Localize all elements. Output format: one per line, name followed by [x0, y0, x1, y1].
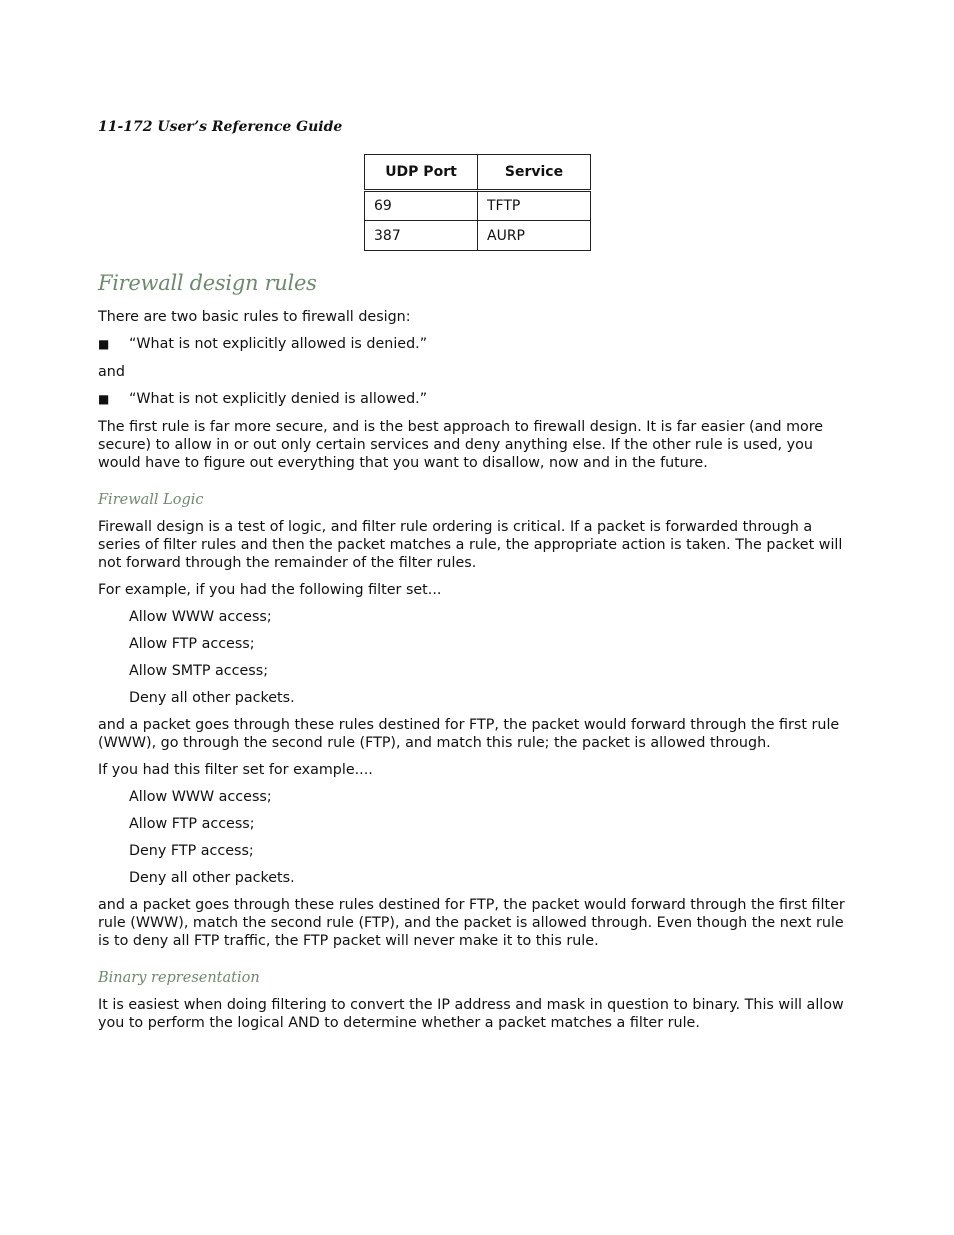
section-title: Firewall design rules [98, 271, 317, 295]
table-header-port: UDP Port [365, 155, 478, 191]
filter-rule: Allow FTP access; [129, 636, 255, 652]
table-row [365, 191, 591, 221]
bullet-text: “What is not explicitly denied is allowed.” [129, 391, 428, 407]
filter-rule: Allow SMTP access; [129, 663, 269, 679]
body-paragraph: and a packet goes through these rules destined for FTP, the packet would forward through the first rule (WWW), go through the second rule (FTP), and match this rule; the packet is allowed through. [98, 717, 840, 751]
page-header: 11-172 User’s Reference Guide [98, 119, 343, 135]
table-row [365, 221, 591, 251]
filter-rule: Deny all other packets. [129, 690, 295, 706]
table-cell-port: 387 [365, 221, 478, 251]
body-paragraph: and a packet goes through these rules destined for FTP, the packet would forward through the first filter rule (WWW), match the second rule (FTP), and the packet is allowed through. Even though the next rule is to deny all FTP traffic, the FTP packet will never make it to this rule. [98, 897, 845, 949]
table-header-service: Service [478, 155, 591, 191]
bullet-text: “What is not explicitly allowed is denied.” [129, 336, 428, 352]
table-cell-service: AURP [478, 221, 591, 251]
bullet-item [98, 335, 858, 353]
body-paragraph: It is easiest when doing filtering to convert the IP address and mask in question to binary. This will allow you to perform the logical AND to determine whether a packet matches a filter rule. [98, 997, 844, 1031]
body-paragraph: For example, if you had the following filter set... [98, 582, 442, 598]
filter-rule: Allow FTP access; [129, 816, 255, 832]
body-paragraph: The first rule is far more secure, and is the best approach to firewall design. It is far easier (and more secure) to allow in or out only certain services and deny anything else. If the other rule is used, you would have to figure out everything that you want to disallow, now and in the future. [98, 419, 824, 471]
udp-port-table [364, 154, 591, 251]
body-paragraph: If you had this filter set for example.... [98, 762, 373, 778]
table-cell-port: 69 [365, 191, 478, 221]
subsection-title-logic: Firewall Logic [98, 492, 204, 508]
filter-rule: Allow WWW access; [129, 609, 272, 625]
bullet-item [98, 390, 858, 408]
square-bullet-icon: ■ [98, 337, 110, 351]
filter-rule: Deny all other packets. [129, 870, 295, 886]
body-paragraph: Firewall design is a test of logic, and filter rule ordering is critical. If a packet is forwarded through a series of filter rules and then the packet matches a rule, the appropriate action is taken. The packet will not forward through the remainder of the filter rules. [98, 519, 843, 571]
intro-paragraph: There are two basic rules to firewall design: [98, 309, 411, 325]
filter-rule: Allow WWW access; [129, 789, 272, 805]
square-bullet-icon: ■ [98, 392, 110, 406]
connector-text: and [98, 364, 125, 380]
document-body [98, 268, 858, 1041]
subsection-title-binary: Binary representation [98, 970, 260, 986]
table-cell-service: TFTP [478, 191, 591, 221]
filter-rule: Deny FTP access; [129, 843, 254, 859]
